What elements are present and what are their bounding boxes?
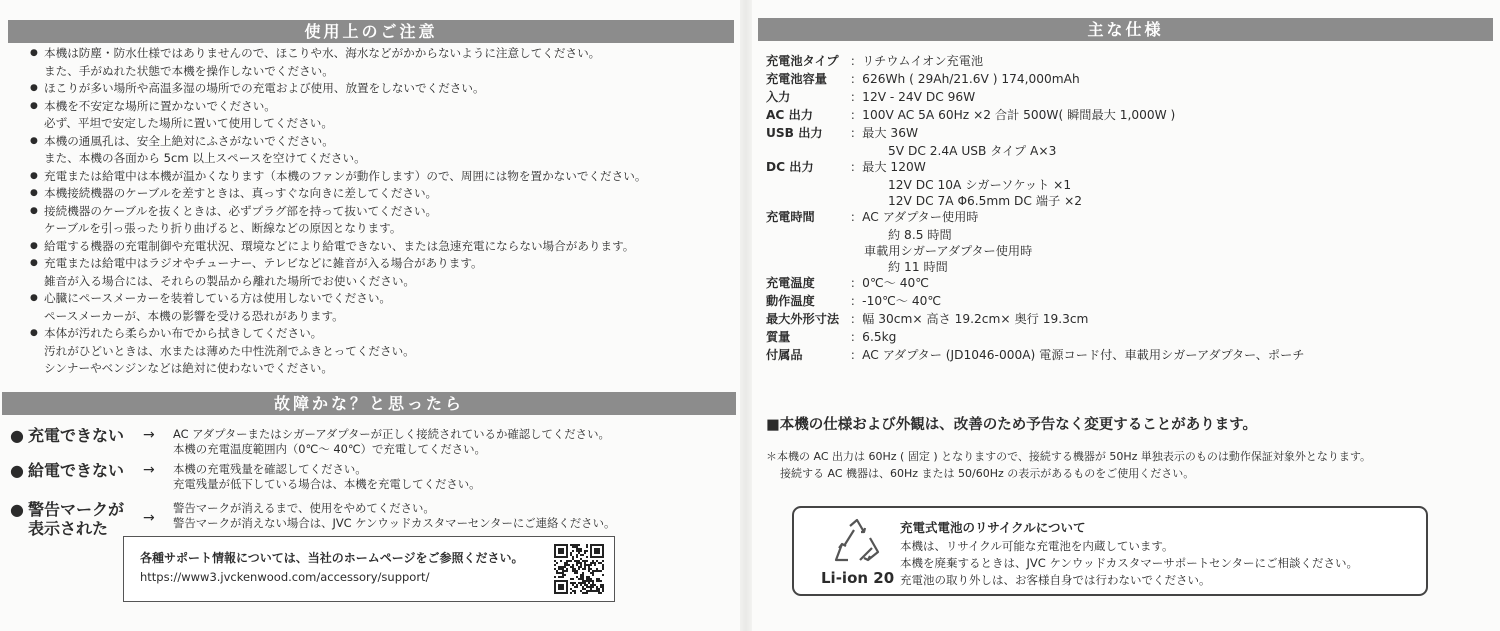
spec-key: 動作温度 bbox=[766, 294, 815, 308]
spec-value: 12V DC 7A Φ6.5mm DC 端子 ×2 bbox=[888, 194, 1083, 208]
spec-key: DC 出力 bbox=[766, 160, 814, 174]
spec-key: 充電温度 bbox=[766, 276, 815, 290]
caution-item bbox=[30, 168, 735, 186]
caution-item bbox=[30, 45, 735, 80]
caution-text: シンナーやベンジンなどは絶対に使わないでください。 bbox=[44, 361, 333, 375]
caution-item bbox=[30, 325, 735, 378]
recycle-icon bbox=[832, 518, 882, 566]
spec-value: ：幅 30cm× 高さ 19.2cm× 奥行 19.3cm bbox=[850, 312, 1089, 326]
spec-value: 12V DC 10A シガーソケット ×1 bbox=[888, 178, 1072, 192]
caution-header: 使用上のご注意 bbox=[8, 20, 734, 43]
trouble-description-line: 本機の充電温度範囲内（0℃～ 40℃）で充電してください。 bbox=[173, 442, 486, 456]
spec-value: 約 8.5 時間 bbox=[888, 228, 952, 242]
caution-item bbox=[30, 133, 735, 168]
spec-row-continued bbox=[766, 142, 1486, 158]
caution-text: ● 本機の通風孔は、安全上絶対にふさがないでください。 bbox=[44, 133, 334, 148]
spec-row-continued bbox=[766, 176, 1486, 192]
arrow-icon: → bbox=[143, 510, 155, 526]
spec-value: ：-10℃～ 40℃ bbox=[850, 294, 942, 308]
spec-row bbox=[766, 274, 1486, 292]
caution-item bbox=[30, 203, 735, 238]
spec-row bbox=[766, 208, 1486, 226]
spec-row bbox=[766, 52, 1486, 70]
spec-row-continued bbox=[766, 226, 1486, 242]
recycle-title: 充電式電池のリサイクルについて bbox=[900, 520, 1086, 535]
caution-text: ● 本機接続機器のケーブルを差すときは、真っすぐな向きに差してください。 bbox=[44, 186, 438, 200]
spec-notice: ■本機の仕様および外観は、改善のため予告なく変更することがあります。 bbox=[766, 417, 1258, 433]
trouble-description bbox=[173, 501, 615, 531]
spec-key: 最大外形寸法 bbox=[766, 312, 840, 326]
trouble-header: 故障かな？と思ったら bbox=[2, 392, 736, 415]
caution-text: ● 本体が汚れたら柔らかい布でから拭きしてください。 bbox=[44, 326, 323, 340]
caution-text: ケーブルを引っ張ったり折り曲げると、断線などの原因となります。 bbox=[44, 221, 402, 235]
trouble-description-line: 警告マークが消えない場合は、JVC ケンウッドカスタマーセンターにご連絡ください。 bbox=[173, 516, 616, 530]
footnote bbox=[766, 448, 1371, 482]
caution-text: また、本機の各面から 5cm 以上スペースを空けてください。 bbox=[44, 151, 366, 165]
spec-key: 質量 bbox=[766, 330, 791, 344]
caution-text: ● 本機を不安定な場所に置かないでください。 bbox=[44, 98, 276, 113]
spec-value: 約 11 時間 bbox=[888, 260, 948, 274]
trouble-description-line: 警告マークが消えるまで、使用をやめてください。 bbox=[173, 501, 435, 515]
recycle-box bbox=[792, 506, 1428, 596]
trouble-label-line: 警告マークが bbox=[28, 500, 125, 519]
caution-text: ● 本機は防塵・防水仕様ではありませんので、ほこりや水、海水などがかからないように注意してください。 bbox=[44, 46, 601, 60]
spec-value: 5V DC 2.4A USB タイプ A×3 bbox=[888, 144, 1057, 158]
spec-key: 入力 bbox=[766, 90, 791, 104]
trouble-description-line: AC アダプターまたはシガーアダプターが正しく接続されているか確認してください。 bbox=[173, 427, 610, 441]
spec-row-continued bbox=[766, 192, 1486, 208]
spec-row bbox=[766, 310, 1486, 328]
spec-row bbox=[766, 292, 1486, 310]
bullet-icon: ● bbox=[10, 426, 24, 445]
spec-key: 充電池容量 bbox=[766, 72, 827, 86]
spec-row-continued bbox=[766, 258, 1486, 274]
bullet-icon: ● bbox=[10, 461, 24, 480]
caution-list bbox=[30, 45, 735, 378]
qr-code-icon[interactable] bbox=[554, 544, 604, 594]
trouble-label-line: 充電できない bbox=[28, 426, 125, 445]
caution-text: また、手がぬれた状態で本機を操作しないでください。 bbox=[44, 63, 334, 78]
spec-row-continued bbox=[766, 242, 1486, 258]
recycle-line: 本機は、リサイクル可能な充電池を内蔵しています。 bbox=[900, 539, 1174, 553]
spec-value: ：0℃～ 40℃ bbox=[850, 276, 929, 290]
spec-key: 付属品 bbox=[766, 348, 803, 362]
li-ion-badge: Li-ion 20 bbox=[821, 569, 895, 587]
arrow-icon: → bbox=[143, 427, 155, 443]
spec-row bbox=[766, 70, 1486, 88]
trouble-description bbox=[173, 462, 481, 492]
spec-row bbox=[766, 106, 1486, 124]
trouble-label-line: 表示された bbox=[28, 519, 109, 538]
spec-header: 主な仕様 bbox=[758, 18, 1493, 41]
caution-item bbox=[30, 238, 735, 256]
spec-value: ：6.5kg bbox=[850, 330, 897, 344]
spec-row bbox=[766, 158, 1486, 176]
spec-value: ：最大 36W bbox=[850, 126, 918, 140]
caution-text: 汚れがひどいときは、水または薄めた中性洗剤でふきとってください。 bbox=[44, 343, 415, 358]
spec-value: 車載用シガーアダプター使用時 bbox=[864, 244, 1033, 258]
trouble-description bbox=[173, 427, 610, 457]
spec-value: ：リチウムイオン充電池 bbox=[850, 54, 984, 68]
trouble-description-line: 本機の充電残量を確認してください。 bbox=[173, 462, 367, 476]
spec-key: USB 出力 bbox=[766, 126, 823, 140]
right-page bbox=[750, 0, 1500, 631]
footnote-line: ＊本機の AC 出力は 60Hz ( 固定 ) となりますので、接続する機器が 50Hz 単独表示のものは動作保証対象外となります。 bbox=[766, 450, 1372, 463]
left-page bbox=[0, 0, 740, 631]
spec-row bbox=[766, 328, 1486, 346]
spec-key: 充電池タイプ bbox=[766, 54, 839, 68]
spec-row bbox=[766, 346, 1486, 364]
caution-text: ● 充電または給電中は本機が温かくなります（本機のファンが動作します）ので、周囲には物を置かないでください。 bbox=[44, 168, 647, 183]
caution-item bbox=[30, 98, 735, 133]
arrow-icon: → bbox=[143, 462, 155, 478]
caution-item bbox=[30, 185, 735, 203]
caution-text: ● 心臓にペースメーカーを装着している方は使用しないでください。 bbox=[44, 291, 392, 305]
trouble-label-line: 給電できない bbox=[28, 461, 125, 480]
spec-row bbox=[766, 88, 1486, 106]
trouble-description-line: 充電残量が低下している場合は、本機を充電してください。 bbox=[173, 477, 481, 491]
spec-table bbox=[766, 52, 1486, 364]
spec-key: AC 出力 bbox=[766, 108, 813, 122]
footnote-line: 接続する AC 機器は、60Hz または 50/60Hz の表示があるものをご使用ください。 bbox=[780, 467, 1195, 480]
recycle-line: 充電池の取り外しは、お客様自身では行わないでください。 bbox=[900, 573, 1211, 587]
caution-text: ● ほこりが多い場所や高温多湿の場所での充電および使用、放置をしないでください。 bbox=[44, 81, 485, 95]
caution-item bbox=[30, 80, 735, 98]
recycle-line: 本機を廃棄するときは、JVC ケンウッドカスタマーサポートセンターにご相談ください。 bbox=[900, 556, 1358, 570]
caution-text: ● 給電する機器の充電制御や充電状況、環境などにより給電できない、または急速充電にならない場合があります。 bbox=[44, 238, 635, 253]
spec-value: ：626Wh ( 29Ah/21.6V ) 174,000mAh bbox=[850, 72, 1080, 86]
support-url[interactable]: https://www3.jvckenwood.com/accessory/support/ bbox=[140, 570, 430, 584]
trouble-label bbox=[28, 426, 124, 445]
spec-row bbox=[766, 124, 1486, 142]
caution-item bbox=[30, 290, 735, 325]
spec-value: ：AC アダプター (JD1046-000A) 電源コード付、車載用シガーアダプター、ポーチ bbox=[850, 348, 1305, 362]
trouble-label bbox=[28, 461, 124, 480]
caution-text: ペースメーカーが、本機の影響を受ける恐れがあります。 bbox=[44, 308, 344, 323]
caution-text: ● 充電または給電中はラジオやチューナー、テレビなどに雑音が入る場合があります。 bbox=[44, 256, 483, 270]
caution-text: ● 接続機器のケーブルを抜くときは、必ずプラグ部を持って抜いてください。 bbox=[44, 203, 438, 218]
caution-text: 必ず、平坦で安定した場所に置いて使用してください。 bbox=[44, 116, 333, 130]
caution-item bbox=[30, 255, 735, 290]
trouble-label bbox=[28, 500, 124, 538]
support-box bbox=[123, 536, 615, 602]
support-title: 各種サポート情報については、当社のホームページをご参照ください。 bbox=[140, 551, 524, 565]
spec-value: ：100V AC 5A 60Hz ×2 合計 500W( 瞬間最大 1,000W ) bbox=[850, 108, 1176, 122]
bullet-icon: ● bbox=[10, 500, 24, 519]
spec-value: ：最大 120W bbox=[850, 160, 926, 174]
spec-key: 充電時間 bbox=[766, 210, 815, 224]
caution-text: 雑音が入る場合には、それらの製品から離れた場所でお使いください。 bbox=[44, 273, 416, 288]
spec-value: ：AC アダプター使用時 bbox=[850, 210, 979, 224]
spec-value: ：12V - 24V DC 96W bbox=[850, 90, 976, 104]
